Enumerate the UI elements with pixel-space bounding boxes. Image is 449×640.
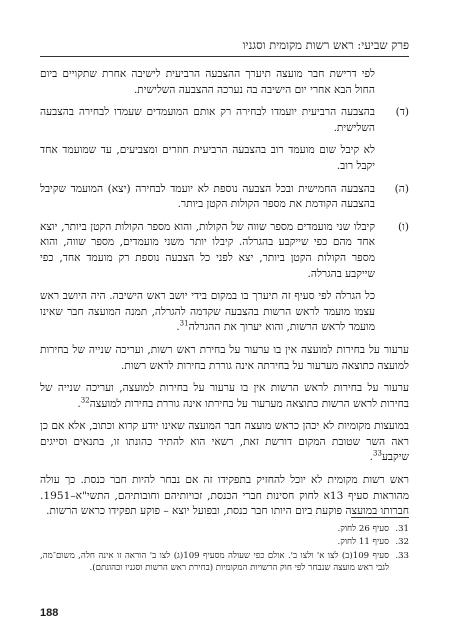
footnote-ref: 33: [373, 449, 382, 458]
clause-h: [40, 182, 409, 213]
paragraph-knesset-member: ראש רשות מקומית לא יוכל להחזיק בתפקידו זה אם נבחר להיות חבר כנסת. כך עולה מהוראות סעיף 13א לחוק חסינות חברי הכנסת, זכויותיהם וחובותיהם, התשי"א–1951. חברותו במועצה פוקעת ביום היותו חבר כנסת, ובפועל יוצא – פוקע תפקידו כראש הרשות.: [40, 474, 409, 518]
paragraph-head-appeal: ערעור על בחירות לראש הרשות אין בו ערעור על בחירות למועצה, ועריכה שנייה של בחירות לראש הרשות כתוצאה מערעור על בחירתו אינה גוררת בחירות למועצה$^{32}$.: [40, 382, 409, 410]
clause-marker: (ה): [394, 182, 409, 195]
clause-d: [40, 105, 409, 136]
footnote-ref: 31: [179, 319, 189, 328]
clause-text: בהצבעה החמישית ובכל הצבעה נוספת לא יועמד לבחירה (יצא) המועמד שקיבל בהצבעה הקודמת את מספר הקולות הקטן ביותר.: [40, 182, 375, 211]
paragraph-text: ערעור על בחירות לראש הרשות אין בו ערעור על בחירות למועצה, ועריכה שנייה של בחירות לראש הרשות כתוצאה מערעור על בחירתו אינה גוררת בחירות למועצה: [40, 382, 409, 410]
paragraph-fourth-vote-timing: לפי דרישת חבר מועצה תיערך ההצבעה הרביעית לישיבה אחרת שתקויים ביום החול הבא אחרי יום הישיבה בה נערכה ההצבעה השלישית.: [40, 68, 375, 96]
clause-v: [40, 220, 409, 282]
clause-marker: (ד): [395, 106, 409, 119]
paragraph-council-appeal: ערעור על בחירות למועצה אין בו ערעור על בחירת ראש רשות, ועריכה שנייה של בחירות למועצה כתוצאה מערעור על בחירתה אינה גוררת בחירות לראש רשות.: [40, 343, 409, 372]
paragraph-text: כל הגרלה לפי סעיף זה תיערך בו במקום בידי יושב ראש הישיבה. היה היושב ראש עצמו מועמד לראש הרשות בהצבעה שקדמה להגרלה, תמנה המועצה חבר שאינו מועמד לראש הרשות, והוא יערוך את ההגרלה: [40, 290, 375, 334]
footnote-item: [40, 536, 409, 548]
paragraph-text: במועצות מקומיות לא יכהן כראש מועצה חבר המועצה שאינו יודע קרוא וכתוב, אלא אם כן ראה השר שטובת המקום דורשת זאת, רשאי הוא להתיר כהונתו זו, בתנאים וסייגים שיקבע: [40, 420, 409, 464]
paragraph-lottery: כל הגרלה לפי סעיף זה תיערך בו במקום בידי יושב ראש הישיבה. היה היושב ראש עצמו מועמד לראש הרשות בהצבעה שקדמה להגרלה, תמנה המועצה חבר שאינו מועמד לראש הרשות, והוא יערוך את ההגרלה$^{31}$.: [40, 290, 375, 334]
footnote-divider: [351, 517, 409, 518]
clause-text: בהצבעה הרביעית יועמדו לבחירה רק אותם המועמדים שעמדו לבחירה בהצבעה השלישית.: [40, 106, 375, 134]
paragraph-literacy: במועצות מקומיות לא יכהן כראש מועצה חבר המועצה שאינו יודע קרוא וכתוב, אלא אם כן ראה השר שטובת המקום דורשת זאת, רשאי הוא להתיר כהונתו זו, בתנאים וסייגים שיקבע$^{33}$.: [40, 420, 409, 464]
clause-marker: (ו): [398, 220, 409, 233]
page-number: 188: [40, 607, 59, 619]
running-header: פרק שביעי: ראש רשות מקומית וסגניו: [40, 37, 409, 57]
clause-text: קיבלו שני מועמדים מספר שווה של הקולות, והוא מספר הקולות הקטן ביותר, יוצא אחד מהם כפי שייקבע בהגרלה. קיבלו יותר משני מועמדים, מספר שווה, והוא מספר הקולות הקטן ביותר, יצא לפני כל הצבעה נוספת רק מועמד אחד, כפי שייקבע בהגרלה.: [40, 220, 375, 280]
paragraph-repeat-vote: לא קיבל שום מועמד רוב בהצבעה הרביעית חוזרים ומצביעים, עד שמועמד אחד יקבל רוב.: [40, 144, 375, 172]
footnote-item: [40, 523, 409, 535]
footnote-ref: 32: [80, 396, 90, 405]
footnote-item: [40, 550, 409, 575]
footnote-number: 31.: [395, 524, 409, 534]
main-text: [40, 67, 409, 527]
footnote-text: סעיף 109(ב) לצו א' ולצו ב'. אולם כפי שעולה מסעיף 109(ג) לצו ב' הוראה זו אינה חלה, משום־מה, לגבי ראש מועצה שנבחר לפי חוק הרשויות המקומיות (בחירת ראש הרשות וסגניו וכהונתם).: [40, 550, 389, 573]
footnotes: [40, 517, 409, 575]
footnote-number: 33.: [395, 550, 409, 561]
footnote-text: סעיף 26 לחוק.: [337, 524, 389, 534]
footnote-number: 32.: [395, 537, 409, 548]
footnote-text: סעיף 11 לחוק.: [337, 537, 389, 548]
